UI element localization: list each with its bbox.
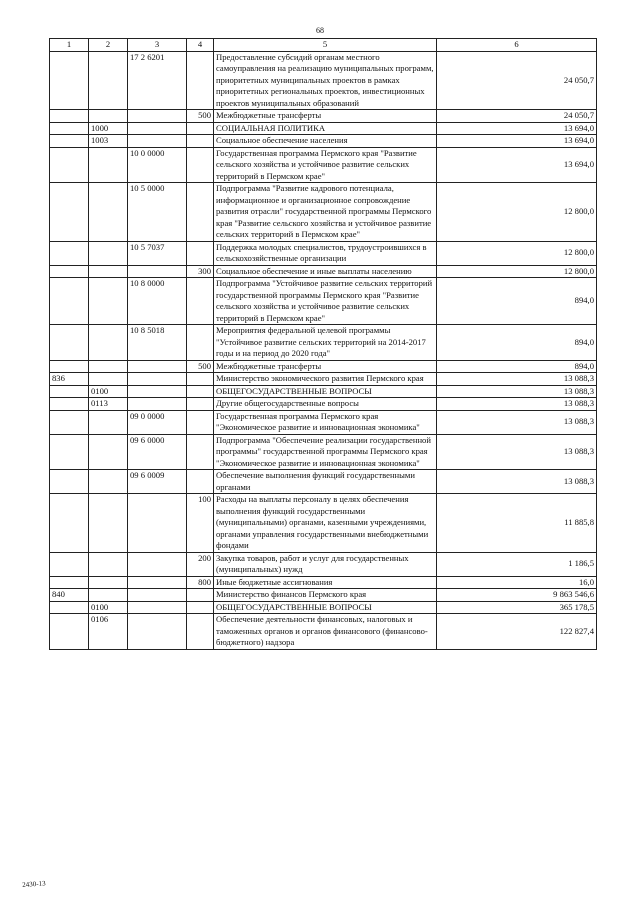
section-code-cell (89, 51, 128, 110)
table-row (50, 398, 597, 411)
table-row (50, 373, 597, 386)
item-name-cell: Иные бюджетные ассигнования (214, 576, 437, 589)
item-name-cell: СОЦИАЛЬНАЯ ПОЛИТИКА (214, 122, 437, 135)
section-code-cell (89, 552, 128, 576)
target-article-cell: 10 5 0000 (128, 183, 187, 242)
item-name-cell: Обеспечение деятельности финансовых, налоговых и таможенных органов и органов финансового (финансово-бюджетного) надзора (214, 614, 437, 650)
section-code-cell (89, 494, 128, 553)
section-code-cell (89, 241, 128, 265)
expense-type-cell: 500 (187, 110, 214, 123)
item-name-cell: Министерство финансов Пермского края (214, 589, 437, 602)
table-row (50, 576, 597, 589)
expense-type-cell (187, 122, 214, 135)
section-code-cell (89, 147, 128, 183)
agency-code-cell (50, 398, 89, 411)
item-name-cell: Социальное обеспечение населения (214, 135, 437, 148)
amount-cell: 11 885,8 (437, 494, 597, 553)
amount-cell: 122 827,4 (437, 614, 597, 650)
expense-type-cell: 100 (187, 494, 214, 553)
target-article-cell (128, 385, 187, 398)
section-code-cell: 0106 (89, 614, 128, 650)
item-name-cell: ОБЩЕГОСУДАРСТВЕННЫЕ ВОПРОСЫ (214, 385, 437, 398)
table-row (50, 122, 597, 135)
target-article-cell (128, 576, 187, 589)
amount-cell: 894,0 (437, 360, 597, 373)
header-col-2: 2 (89, 39, 128, 52)
table-row (50, 410, 597, 434)
expense-type-cell (187, 601, 214, 614)
section-code-cell: 0100 (89, 601, 128, 614)
section-code-cell (89, 110, 128, 123)
agency-code-cell (50, 385, 89, 398)
agency-code-cell (50, 434, 89, 470)
section-code-cell (89, 470, 128, 494)
expense-type-cell (187, 135, 214, 148)
table-header-row (50, 39, 597, 52)
expense-type-cell (187, 278, 214, 325)
section-code-cell: 0100 (89, 385, 128, 398)
amount-cell: 13 694,0 (437, 147, 597, 183)
section-code-cell: 1003 (89, 135, 128, 148)
section-code-cell (89, 360, 128, 373)
section-code-cell (89, 576, 128, 589)
target-article-cell: 09 6 0009 (128, 470, 187, 494)
budget-table (49, 38, 597, 650)
target-article-cell (128, 398, 187, 411)
target-article-cell (128, 122, 187, 135)
amount-cell: 13 088,3 (437, 434, 597, 470)
header-col-4: 4 (187, 39, 214, 52)
amount-cell: 12 800,0 (437, 241, 597, 265)
table-row (50, 183, 597, 242)
amount-cell: 24 050,7 (437, 110, 597, 123)
table-row (50, 470, 597, 494)
target-article-cell (128, 373, 187, 386)
item-name-cell: Межбюджетные трансферты (214, 360, 437, 373)
agency-code-cell (50, 183, 89, 242)
target-article-cell (128, 135, 187, 148)
agency-code-cell (50, 360, 89, 373)
section-code-cell (89, 265, 128, 278)
expense-type-cell (187, 51, 214, 110)
amount-cell: 13 088,3 (437, 398, 597, 411)
table-row (50, 614, 597, 650)
target-article-cell (128, 360, 187, 373)
agency-code-cell (50, 265, 89, 278)
table-row (50, 494, 597, 553)
amount-cell: 894,0 (437, 278, 597, 325)
agency-code-cell (50, 410, 89, 434)
expense-type-cell (187, 589, 214, 602)
item-name-cell: Обеспечение выполнения функций государственными органами (214, 470, 437, 494)
agency-code-cell (50, 552, 89, 576)
agency-code-cell: 840 (50, 589, 89, 602)
section-code-cell (89, 589, 128, 602)
amount-cell: 13 088,3 (437, 410, 597, 434)
expense-type-cell: 500 (187, 360, 214, 373)
expense-type-cell: 800 (187, 576, 214, 589)
amount-cell: 16,0 (437, 576, 597, 589)
item-name-cell: Подпрограмма "Обеспечение реализации государственной программы" государственной программы Пермского края "Экономическое развитие и инновационная экономика" (214, 434, 437, 470)
table-row (50, 135, 597, 148)
item-name-cell: Закупка товаров, работ и услуг для государственных (муниципальных) нужд (214, 552, 437, 576)
table-row (50, 110, 597, 123)
agency-code-cell (50, 614, 89, 650)
target-article-cell: 10 0 0000 (128, 147, 187, 183)
header-col-1: 1 (50, 39, 89, 52)
amount-cell: 13 088,3 (437, 373, 597, 386)
agency-code-cell (50, 122, 89, 135)
item-name-cell: ОБЩЕГОСУДАРСТВЕННЫЕ ВОПРОСЫ (214, 601, 437, 614)
amount-cell: 13 088,3 (437, 385, 597, 398)
item-name-cell: Министерство экономического развития Пермского края (214, 373, 437, 386)
table-row (50, 325, 597, 361)
item-name-cell: Государственная программа Пермского края "Экономическое развитие и инновационная экономика" (214, 410, 437, 434)
item-name-cell: Мероприятия федеральной целевой программы "Устойчивое развитие сельских территорий на 2014-2017 годы и на период до 2020 года" (214, 325, 437, 361)
target-article-cell (128, 494, 187, 553)
expense-type-cell (187, 434, 214, 470)
table-row (50, 552, 597, 576)
agency-code-cell (50, 110, 89, 123)
expense-type-cell: 200 (187, 552, 214, 576)
amount-cell: 1 186,5 (437, 552, 597, 576)
amount-cell: 24 050,7 (437, 51, 597, 110)
table-row (50, 278, 597, 325)
amount-cell: 12 800,0 (437, 265, 597, 278)
agency-code-cell (50, 601, 89, 614)
target-article-cell: 09 0 0000 (128, 410, 187, 434)
amount-cell: 13 694,0 (437, 135, 597, 148)
section-code-cell: 0113 (89, 398, 128, 411)
section-code-cell (89, 373, 128, 386)
expense-type-cell (187, 385, 214, 398)
expense-type-cell: 300 (187, 265, 214, 278)
item-name-cell: Государственная программа Пермского края "Развитие сельского хозяйства и устойчивое развитие сельских территорий в Пермском крае" (214, 147, 437, 183)
expense-type-cell (187, 183, 214, 242)
item-name-cell: Расходы на выплаты персоналу в целях обеспечения выполнения функций государственными (муниципальными) органами, казенными учреждениями, органами управления государственными внебюджетными фондами (214, 494, 437, 553)
target-article-cell (128, 110, 187, 123)
item-name-cell: Предоставление субсидий органам местного самоуправления на реализацию муниципальных программ, приоритетных муниципальных проектов в рамках приоритетных региональных проектов, инвестиционных проектов муниципальных образований (214, 51, 437, 110)
table-row (50, 265, 597, 278)
agency-code-cell (50, 147, 89, 183)
target-article-cell: 10 8 0000 (128, 278, 187, 325)
amount-cell: 365 178,5 (437, 601, 597, 614)
table-row (50, 147, 597, 183)
expense-type-cell (187, 410, 214, 434)
target-article-cell: 10 5 7037 (128, 241, 187, 265)
header-col-5: 5 (214, 39, 437, 52)
amount-cell: 894,0 (437, 325, 597, 361)
item-name-cell: Подпрограмма "Устойчивое развитие сельских территорий государственной программы Пермского края "Развитие сельского хозяйства и устойчивое развитие сельских территорий в Пермском крае" (214, 278, 437, 325)
section-code-cell (89, 278, 128, 325)
target-article-cell (128, 265, 187, 278)
item-name-cell: Другие общегосударственные вопросы (214, 398, 437, 411)
table-row (50, 51, 597, 110)
agency-code-cell (50, 325, 89, 361)
target-article-cell (128, 589, 187, 602)
header-col-3: 3 (128, 39, 187, 52)
amount-cell: 13 694,0 (437, 122, 597, 135)
target-article-cell (128, 601, 187, 614)
table-row (50, 360, 597, 373)
target-article-cell (128, 552, 187, 576)
section-code-cell: 1000 (89, 122, 128, 135)
table-row (50, 241, 597, 265)
item-name-cell: Поддержка молодых специалистов, трудоустроившихся в сельскохозяйственные организации (214, 241, 437, 265)
item-name-cell: Подпрограмма "Развитие кадрового потенциала, информационное и организационное сопровождение развития отрасли" государственной программы Пермского края "Развитие сельского хозяйства и устойчивое развитие сельских территорий в Пермском крае" (214, 183, 437, 242)
table-row (50, 589, 597, 602)
amount-cell: 13 088,3 (437, 470, 597, 494)
footer-code: 2430-13 (22, 879, 46, 889)
expense-type-cell (187, 470, 214, 494)
expense-type-cell (187, 398, 214, 411)
table-row (50, 434, 597, 470)
amount-cell: 9 863 546,6 (437, 589, 597, 602)
item-name-cell: Социальное обеспечение и иные выплаты населению (214, 265, 437, 278)
agency-code-cell (50, 135, 89, 148)
expense-type-cell (187, 325, 214, 361)
expense-type-cell (187, 241, 214, 265)
item-name-cell: Межбюджетные трансферты (214, 110, 437, 123)
header-col-6: 6 (437, 39, 597, 52)
agency-code-cell (50, 241, 89, 265)
table-row (50, 601, 597, 614)
expense-type-cell (187, 147, 214, 183)
target-article-cell: 10 8 5018 (128, 325, 187, 361)
section-code-cell (89, 434, 128, 470)
expense-type-cell (187, 373, 214, 386)
page-number: 68 (316, 26, 324, 35)
table-row (50, 385, 597, 398)
target-article-cell: 09 6 0000 (128, 434, 187, 470)
expense-type-cell (187, 614, 214, 650)
amount-cell: 12 800,0 (437, 183, 597, 242)
agency-code-cell (50, 278, 89, 325)
agency-code-cell (50, 470, 89, 494)
agency-code-cell (50, 51, 89, 110)
agency-code-cell (50, 494, 89, 553)
section-code-cell (89, 410, 128, 434)
section-code-cell (89, 325, 128, 361)
section-code-cell (89, 183, 128, 242)
agency-code-cell: 836 (50, 373, 89, 386)
agency-code-cell (50, 576, 89, 589)
target-article-cell (128, 614, 187, 650)
target-article-cell: 17 2 6201 (128, 51, 187, 110)
